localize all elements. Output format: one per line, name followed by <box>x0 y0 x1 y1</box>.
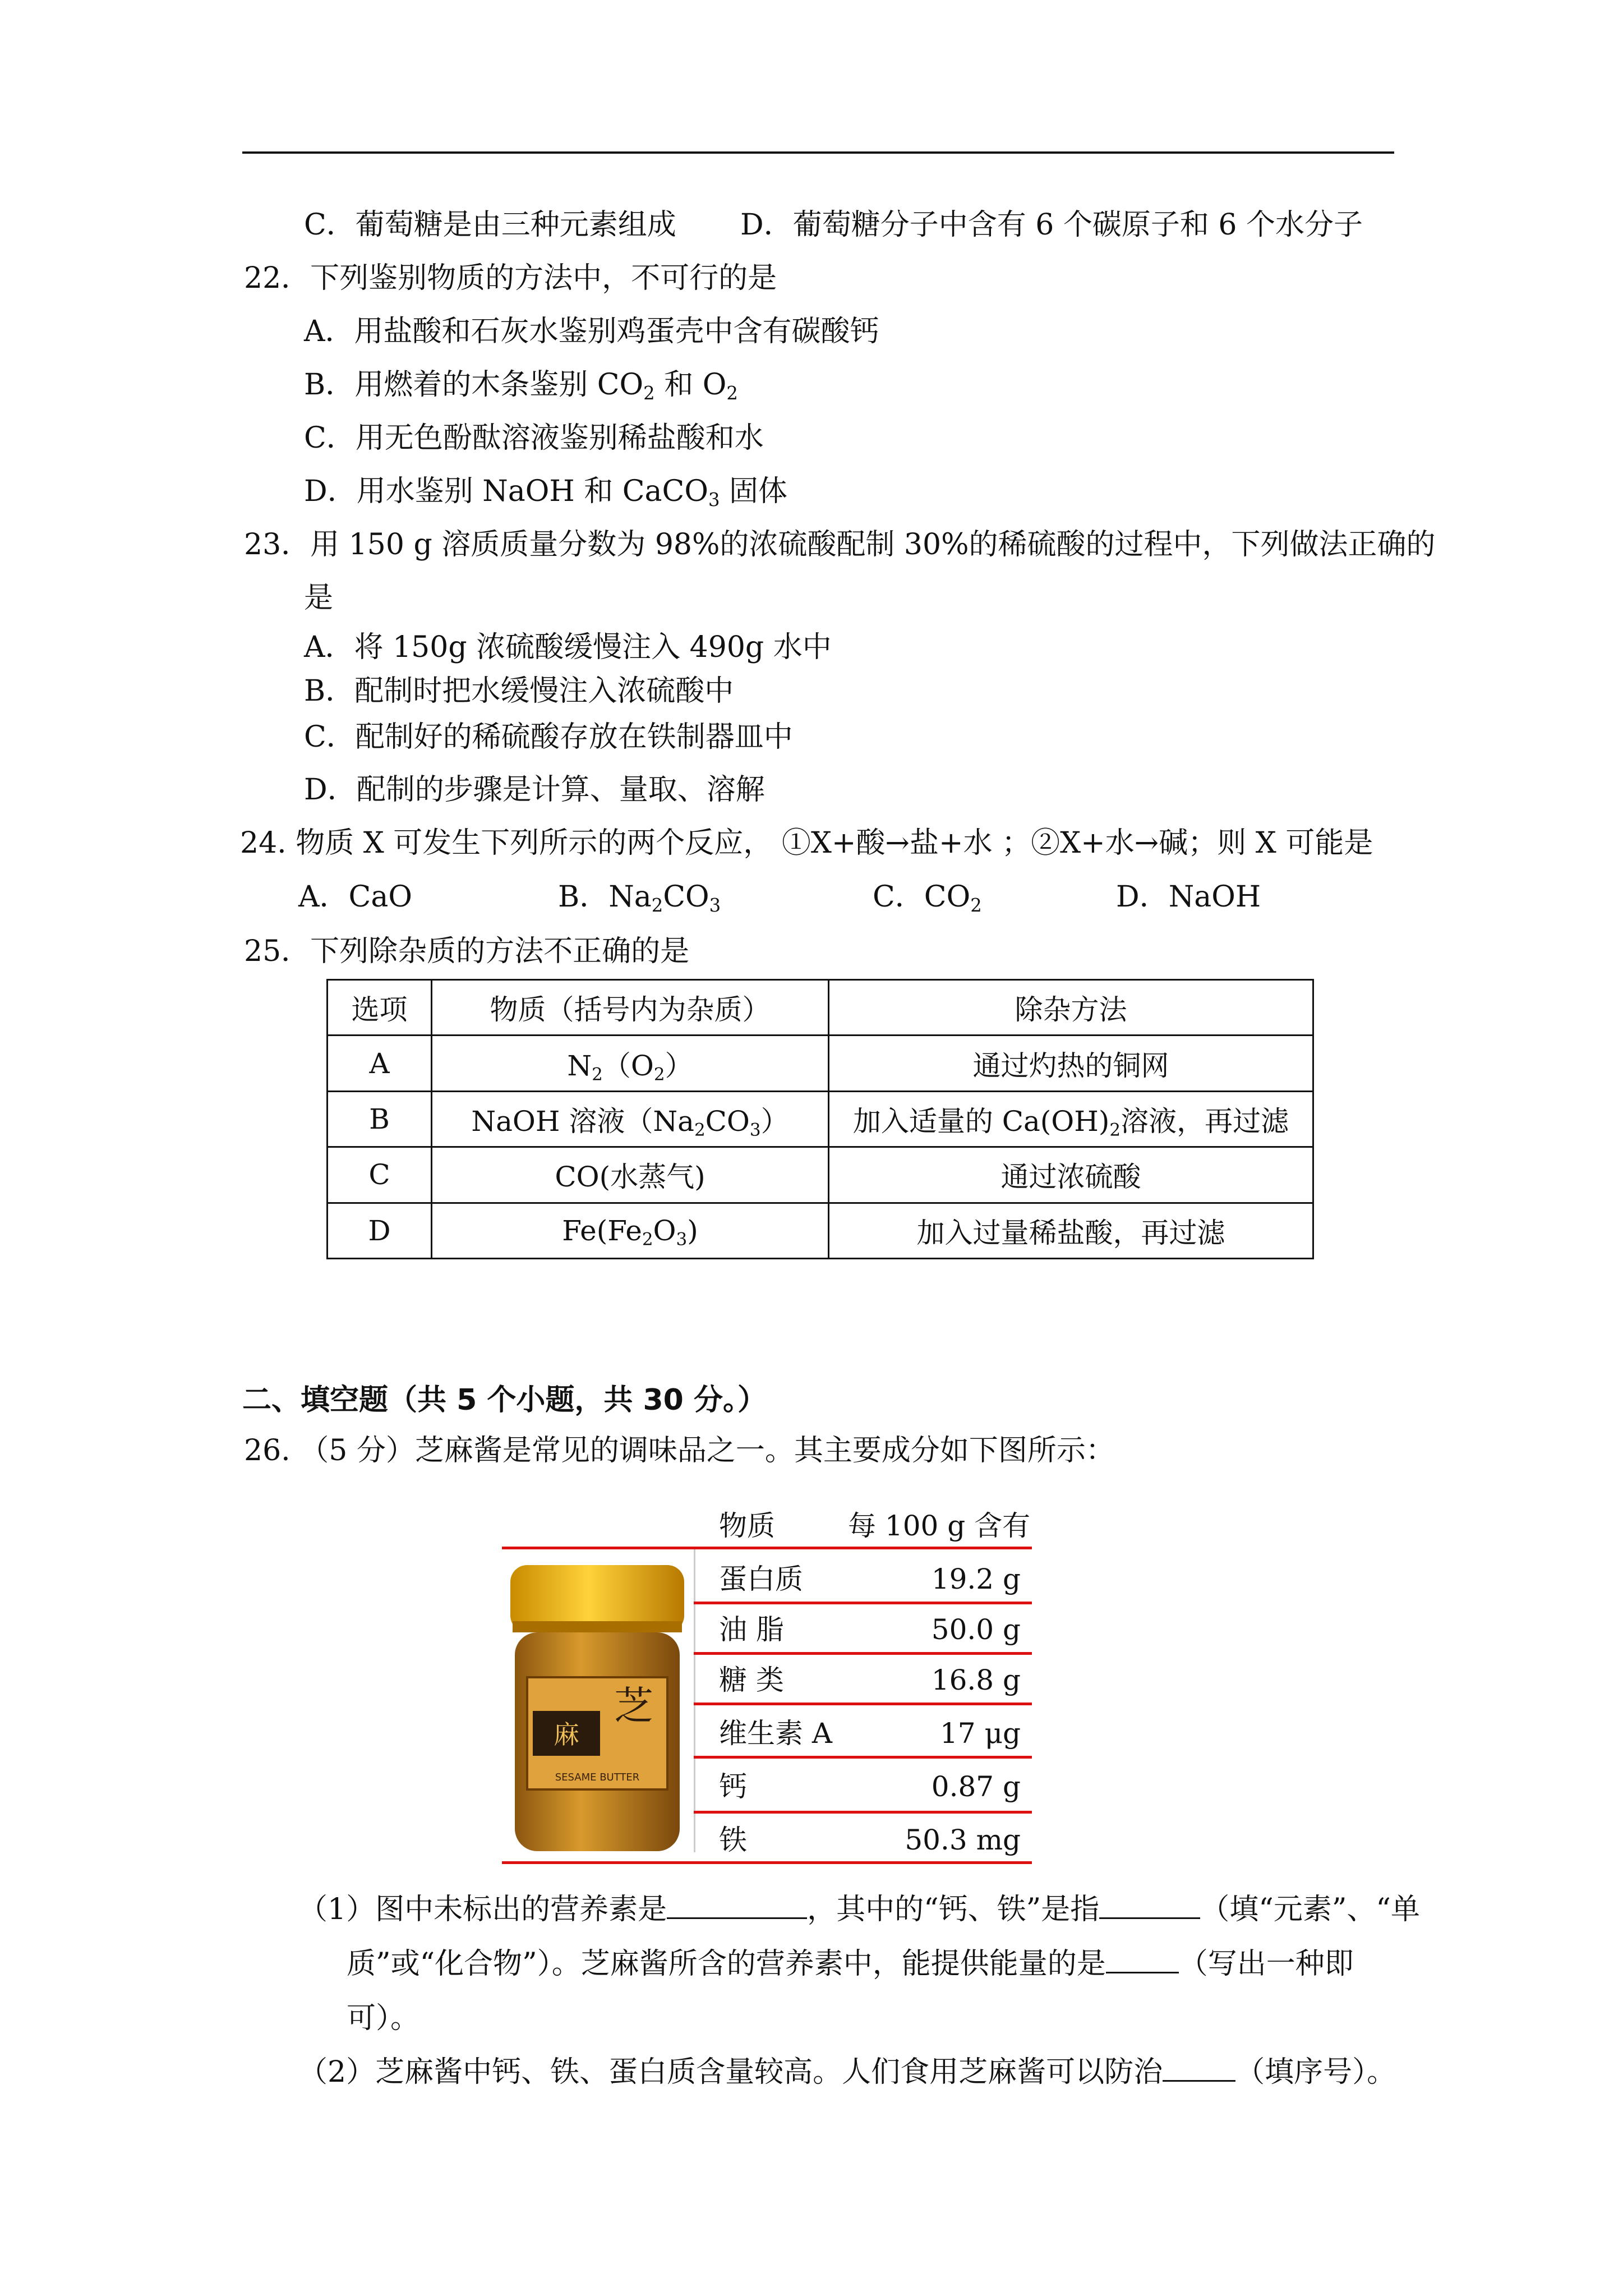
jar-label-small: 麻 <box>554 1719 579 1750</box>
answer-blank[interactable] <box>667 1917 807 1919</box>
q24-stem: 24. 物质 X 可发生下列所示的两个反应， ①X+酸→盐+水 ；②X+水→碱；则 X 可能是 <box>240 826 1373 860</box>
q24-option-b: B．$Na_2CO_3$ <box>558 880 721 917</box>
table-header-cell: 物质（括号内为杂质） <box>432 980 829 1036</box>
table-cell-method: 通过浓硫酸 <box>829 1147 1313 1203</box>
q23-option-b: B．配制时把水缓慢注入浓硫酸中 <box>304 674 734 708</box>
table-cell-substance: $Fe(Fe_2O_3)$ <box>432 1203 829 1258</box>
nutrition-name: 钙 <box>719 1770 747 1803</box>
nutrition-column-separator <box>694 1549 695 1852</box>
q23-stem-line1: 23．用 150 g 溶质质量分数为 98%的浓硫酸配制 30%的稀硫酸的过程中，下列做法正确的 <box>244 528 1436 562</box>
table-cell-option: B <box>328 1091 432 1147</box>
q23-option-a: A．将 150g 浓硫酸缓慢注入 490g 水中 <box>304 631 832 664</box>
nutrition-rule <box>694 1652 1032 1655</box>
nutrition-header-amount: 每 100 g 含有 <box>848 1510 1031 1542</box>
q22-stem: 22．下列鉴别物质的方法中，不可行的是 <box>244 261 777 295</box>
answer-blank[interactable] <box>1106 1972 1179 1973</box>
answer-blank[interactable] <box>1099 1917 1200 1919</box>
table-cell-substance: CO(水蒸气) <box>432 1147 829 1203</box>
table-header-row <box>328 980 1313 1036</box>
table-row <box>328 1147 1313 1203</box>
table-header-cell: 选项 <box>328 980 432 1036</box>
table-cell-option: D <box>328 1203 432 1258</box>
q26-part1-line3: 可）。 <box>347 2001 420 2035</box>
nutrition-value: 50.3 mg <box>905 1824 1021 1856</box>
q24-option-c: C．$CO_2$ <box>873 880 982 917</box>
q22-option-c: C．用无色酚酞溶液鉴别稀盐酸和水 <box>304 421 764 455</box>
nutrition-name: 维生素 A <box>719 1717 833 1750</box>
q26-part2: （2）芝麻酱中钙、铁、蛋白质含量较高。人们食用芝麻酱可以防治 （填序号）。 <box>298 2055 1396 2089</box>
q24-option-d: D．NaOH <box>1116 880 1261 914</box>
q23-option-c: C．配制好的稀硫酸存放在铁制器皿中 <box>304 720 793 754</box>
nutrition-header-name: 物质 <box>719 1510 775 1542</box>
q26-stem: 26. （5 分）芝麻酱是常见的调味品之一。其主要成分如下图所示： <box>244 1434 1115 1467</box>
q22-option-d: D．用水鉴别 NaOH 和 CaCO$_3$ 固体 <box>304 475 788 511</box>
nutrition-rule <box>694 1811 1032 1814</box>
table-cell-substance: NaOH 溶液$(Na_2CO_3)$ <box>432 1091 829 1147</box>
q25-stem: 25．下列除杂质的方法不正确的是 <box>244 935 690 968</box>
nutrition-rule <box>694 1602 1032 1604</box>
nutrition-rule <box>502 1547 1032 1549</box>
nutrition-value: 50.0 g <box>931 1613 1021 1646</box>
table-cell-method: 通过灼热的铜网 <box>829 1036 1313 1091</box>
q21-option-c: C．葡萄糖是由三种元素组成 <box>304 208 676 242</box>
nutrition-value: 19.2 g <box>931 1563 1021 1595</box>
table-cell-method: 加入适量的 $Ca(OH)_2$溶液，再过滤 <box>829 1091 1313 1147</box>
nutrition-value: 16.8 g <box>931 1664 1021 1696</box>
q21-option-d: D．葡萄糖分子中含有 6 个碳原子和 6 个水分子 <box>740 208 1363 242</box>
header-rule <box>242 151 1394 154</box>
table-row <box>328 1203 1313 1258</box>
table-cell-option: A <box>328 1036 432 1091</box>
q22-option-a: A．用盐酸和石灰水鉴别鸡蛋壳中含有碳酸钙 <box>304 315 879 348</box>
table-row <box>328 1036 1313 1091</box>
table-row <box>328 1091 1313 1147</box>
nutrition-rule <box>694 1756 1032 1759</box>
nutrition-name: 油 脂 <box>719 1613 784 1646</box>
q26-part1-line1: （1）图中未标出的营养素是 ，其中的“钙、铁”是指 （填“元素”、“单 <box>298 1893 1421 1926</box>
impurity-removal-table <box>326 979 1314 1259</box>
q26-part1-line2: 质”或“化合物”）。芝麻酱所含的营养素中，能提供能量的是 （写出一种即 <box>347 1947 1354 1981</box>
q23-stem-line2: 是 <box>304 581 334 615</box>
nutrition-rule <box>694 1703 1032 1705</box>
table-cell-substance: $N_2(O_2)$ <box>432 1036 829 1091</box>
table-cell-method: 加入过量稀盐酸，再过滤 <box>829 1203 1313 1258</box>
q23-option-d: D．配制的步骤是计算、量取、溶解 <box>304 773 765 807</box>
q24-option-a: A．CaO <box>298 880 412 914</box>
sesame-jar-image <box>505 1565 690 1857</box>
nutrition-name: 糖 类 <box>719 1664 784 1696</box>
table-cell-option: C <box>328 1147 432 1203</box>
nutrition-name: 蛋白质 <box>719 1563 803 1595</box>
nutrition-rule <box>502 1861 1032 1864</box>
nutrition-value: 0.87 g <box>931 1770 1021 1803</box>
jar-label-big: 芝 <box>614 1683 653 1729</box>
jar-label-en: SESAME BUTTER <box>555 1772 640 1783</box>
nutrition-value: 17 μg <box>939 1717 1021 1750</box>
table-header-cell: 除杂方法 <box>829 980 1313 1036</box>
q22-option-b: B．用燃着的木条鉴别 $CO_2$ 和 $O_2$ <box>304 368 738 404</box>
section-title: 二、填空题（共 5 个小题，共 30 分。） <box>242 1383 767 1417</box>
nutrition-name: 铁 <box>719 1824 747 1856</box>
answer-blank[interactable] <box>1163 2080 1235 2082</box>
